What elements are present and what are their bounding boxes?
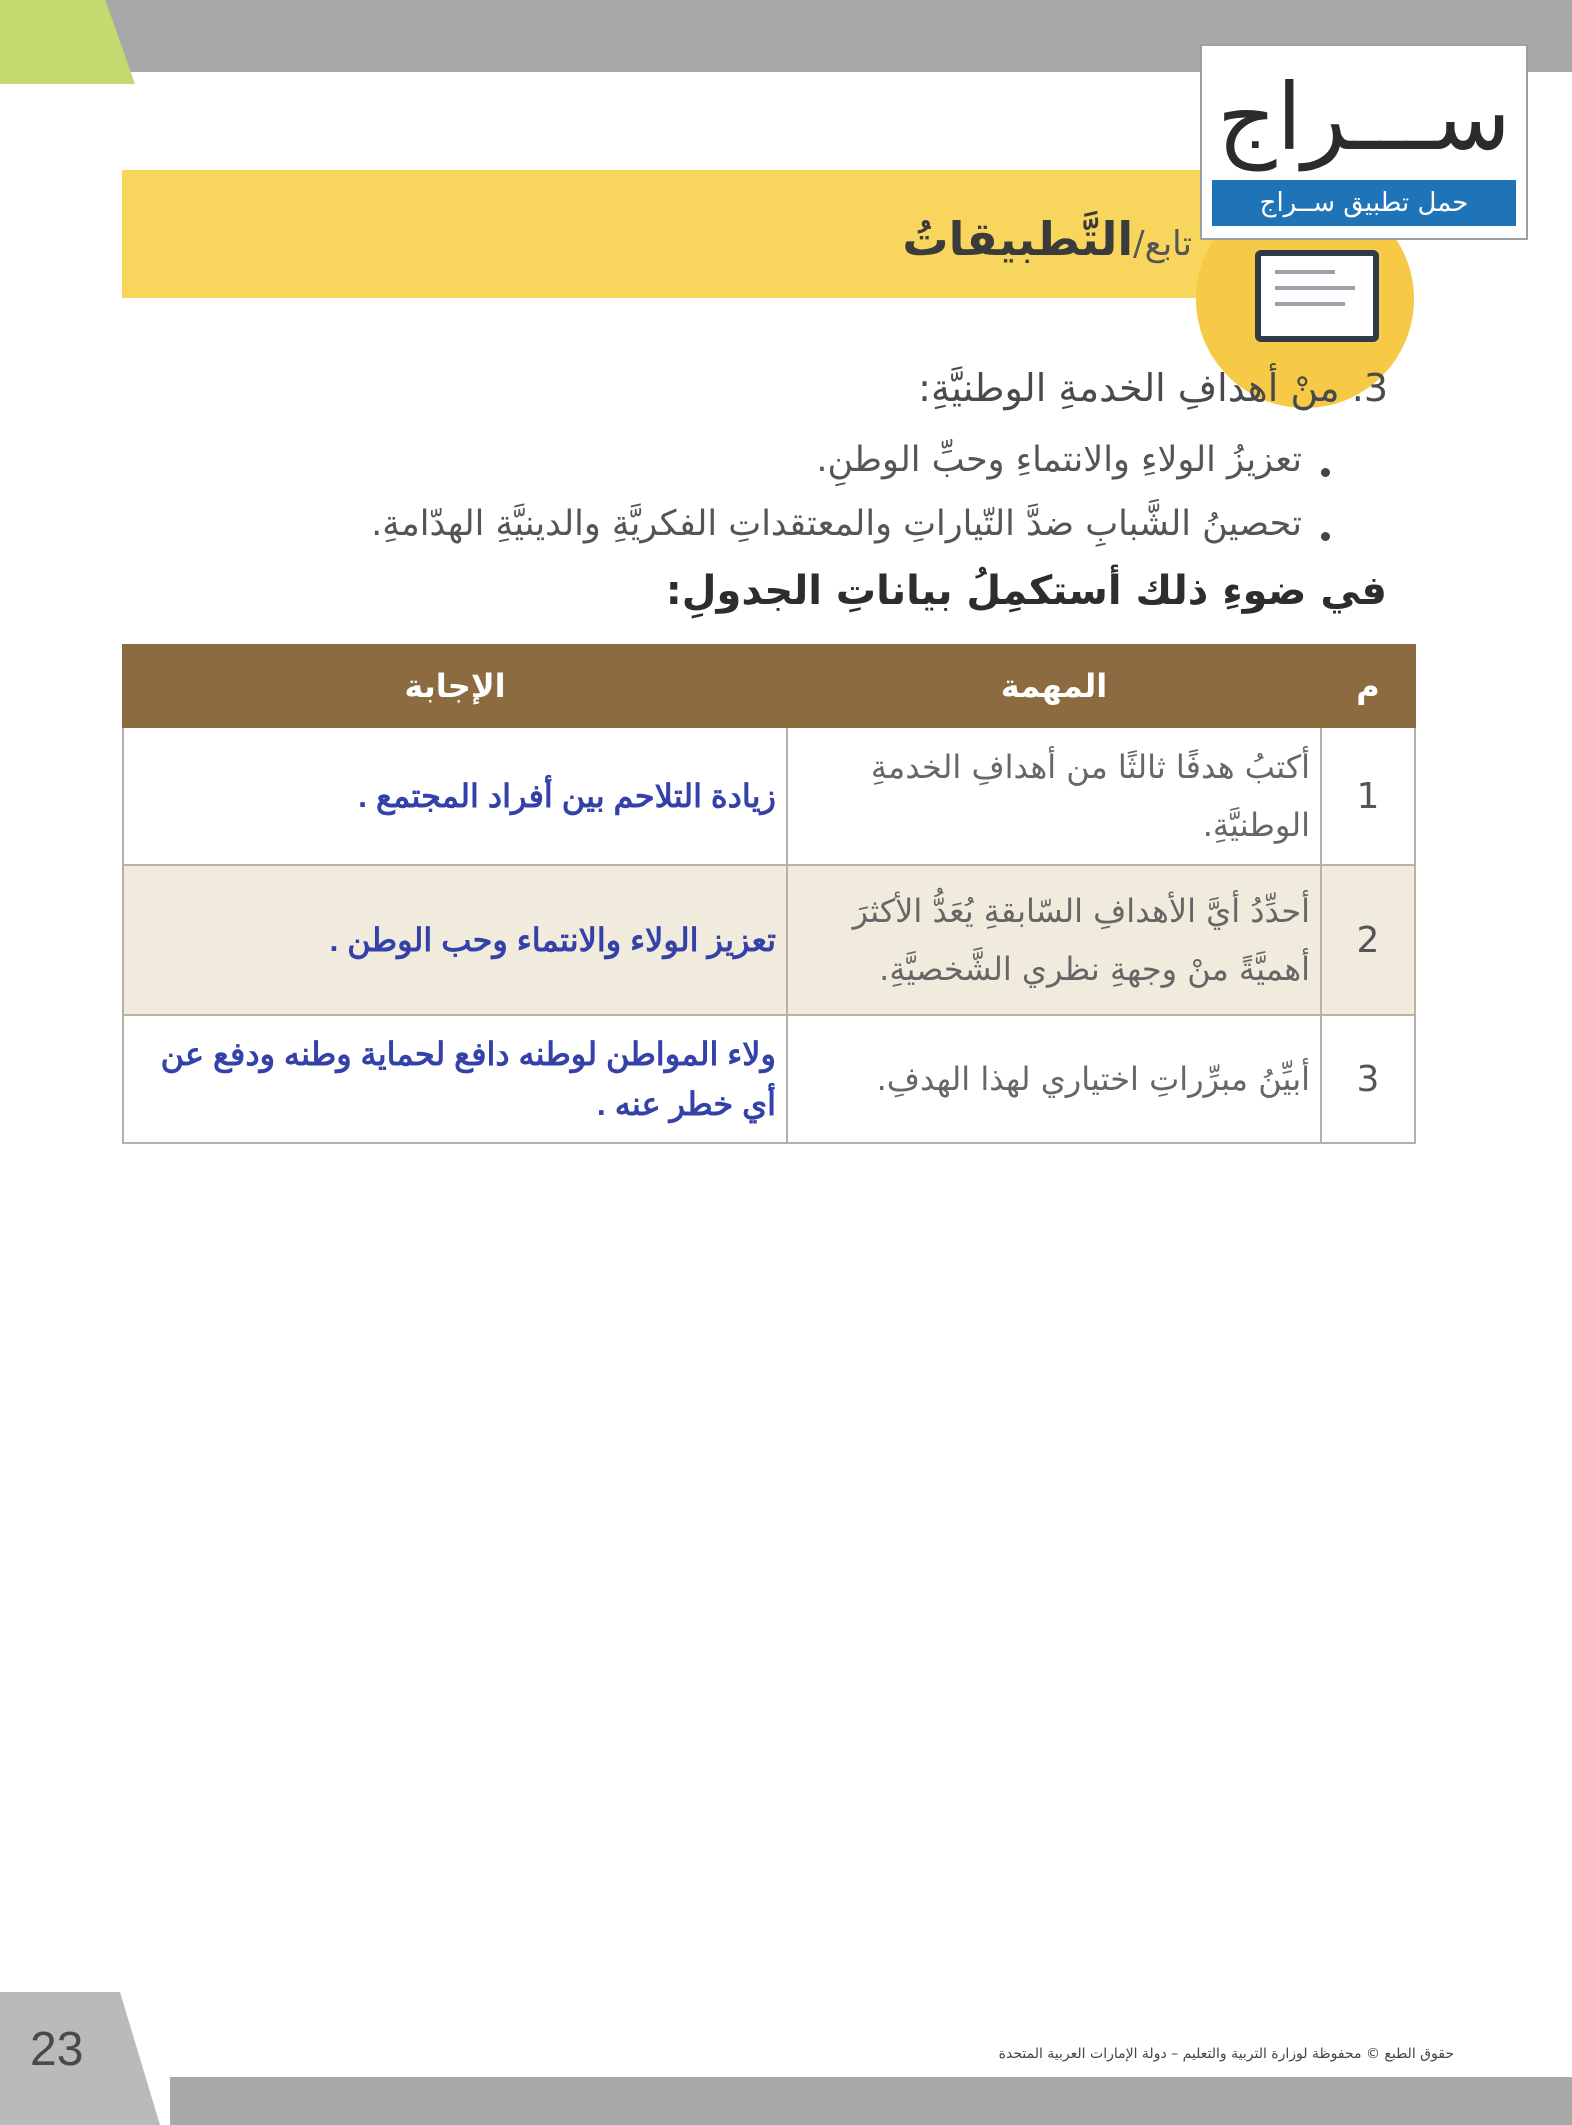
row-answer[interactable]: زيادة التلاحم بين أفراد المجتمع . [123,727,787,865]
clipboard-icon [1255,250,1379,342]
header-answer: الإجابة [123,645,787,727]
bullet-dot-icon [1321,468,1330,477]
copyright-text: حقوق الطبع © محفوظة لوزارة التربية والتعليم – دولة الإمارات العربية المتحدة [998,2046,1454,2062]
row-num: 2 [1321,865,1415,1015]
table-row [123,865,1415,1015]
logo-word: ســـراج [1217,64,1511,171]
bullet-item-1: تعزيزُ الولاءِ والانتماءِ وحبِّ الوطنِ. [816,440,1302,480]
row-num: 1 [1321,727,1415,865]
row-answer[interactable]: ولاء المواطن لوطنه دافع لحماية وطنه ودفع عن أي خطر عنه . [123,1015,787,1143]
tasks-table [122,644,1416,1144]
section-title [902,204,1192,274]
header-num: م [1321,645,1415,727]
row-task: أحدِّدُ أيَّ الأهدافِ السّابقةِ يُعَدُّ الأكثرَ أهميَّةً منْ وجهةِ نظري الشَّخصيَّةِ. [787,865,1321,1015]
header-task: المهمة [787,645,1321,727]
row-task: أكتبُ هدفًا ثالثًا من أهدافِ الخدمةِ الوطنيَّةِ. [787,727,1321,865]
footer-bar [170,2077,1572,2125]
instruction-text: في ضوءِ ذلك أستكمِلُ بياناتِ الجدولِ: [665,568,1387,614]
page-number: 23 [30,2023,84,2076]
question-title: 3. منْ أهدافِ الخدمةِ الوطنيَّةِ: [918,366,1388,410]
siraj-logo[interactable] [1200,44,1528,240]
logo-tagline: حمل تطبيق ســراج [1212,180,1516,226]
table-row [123,727,1415,865]
bullet-item-2: تحصينُ الشَّبابِ ضدَّ التّياراتِ والمعتقداتِ الفكريَّةِ والدينيَّةِ الهدّامةِ. [371,504,1302,544]
table-row [123,1015,1415,1143]
title-main: التَّطبيقاتُ [902,212,1134,266]
table-header-row [123,645,1415,727]
row-task: أبيِّنُ مبرِّراتِ اختياري لهذا الهدفِ. [787,1015,1321,1143]
row-num: 3 [1321,1015,1415,1143]
bullet-dot-icon [1321,532,1330,541]
title-prefix: تابع/ [1133,224,1192,264]
row-answer[interactable]: تعزيز الولاء والانتماء وحب الوطن . [123,865,787,1015]
